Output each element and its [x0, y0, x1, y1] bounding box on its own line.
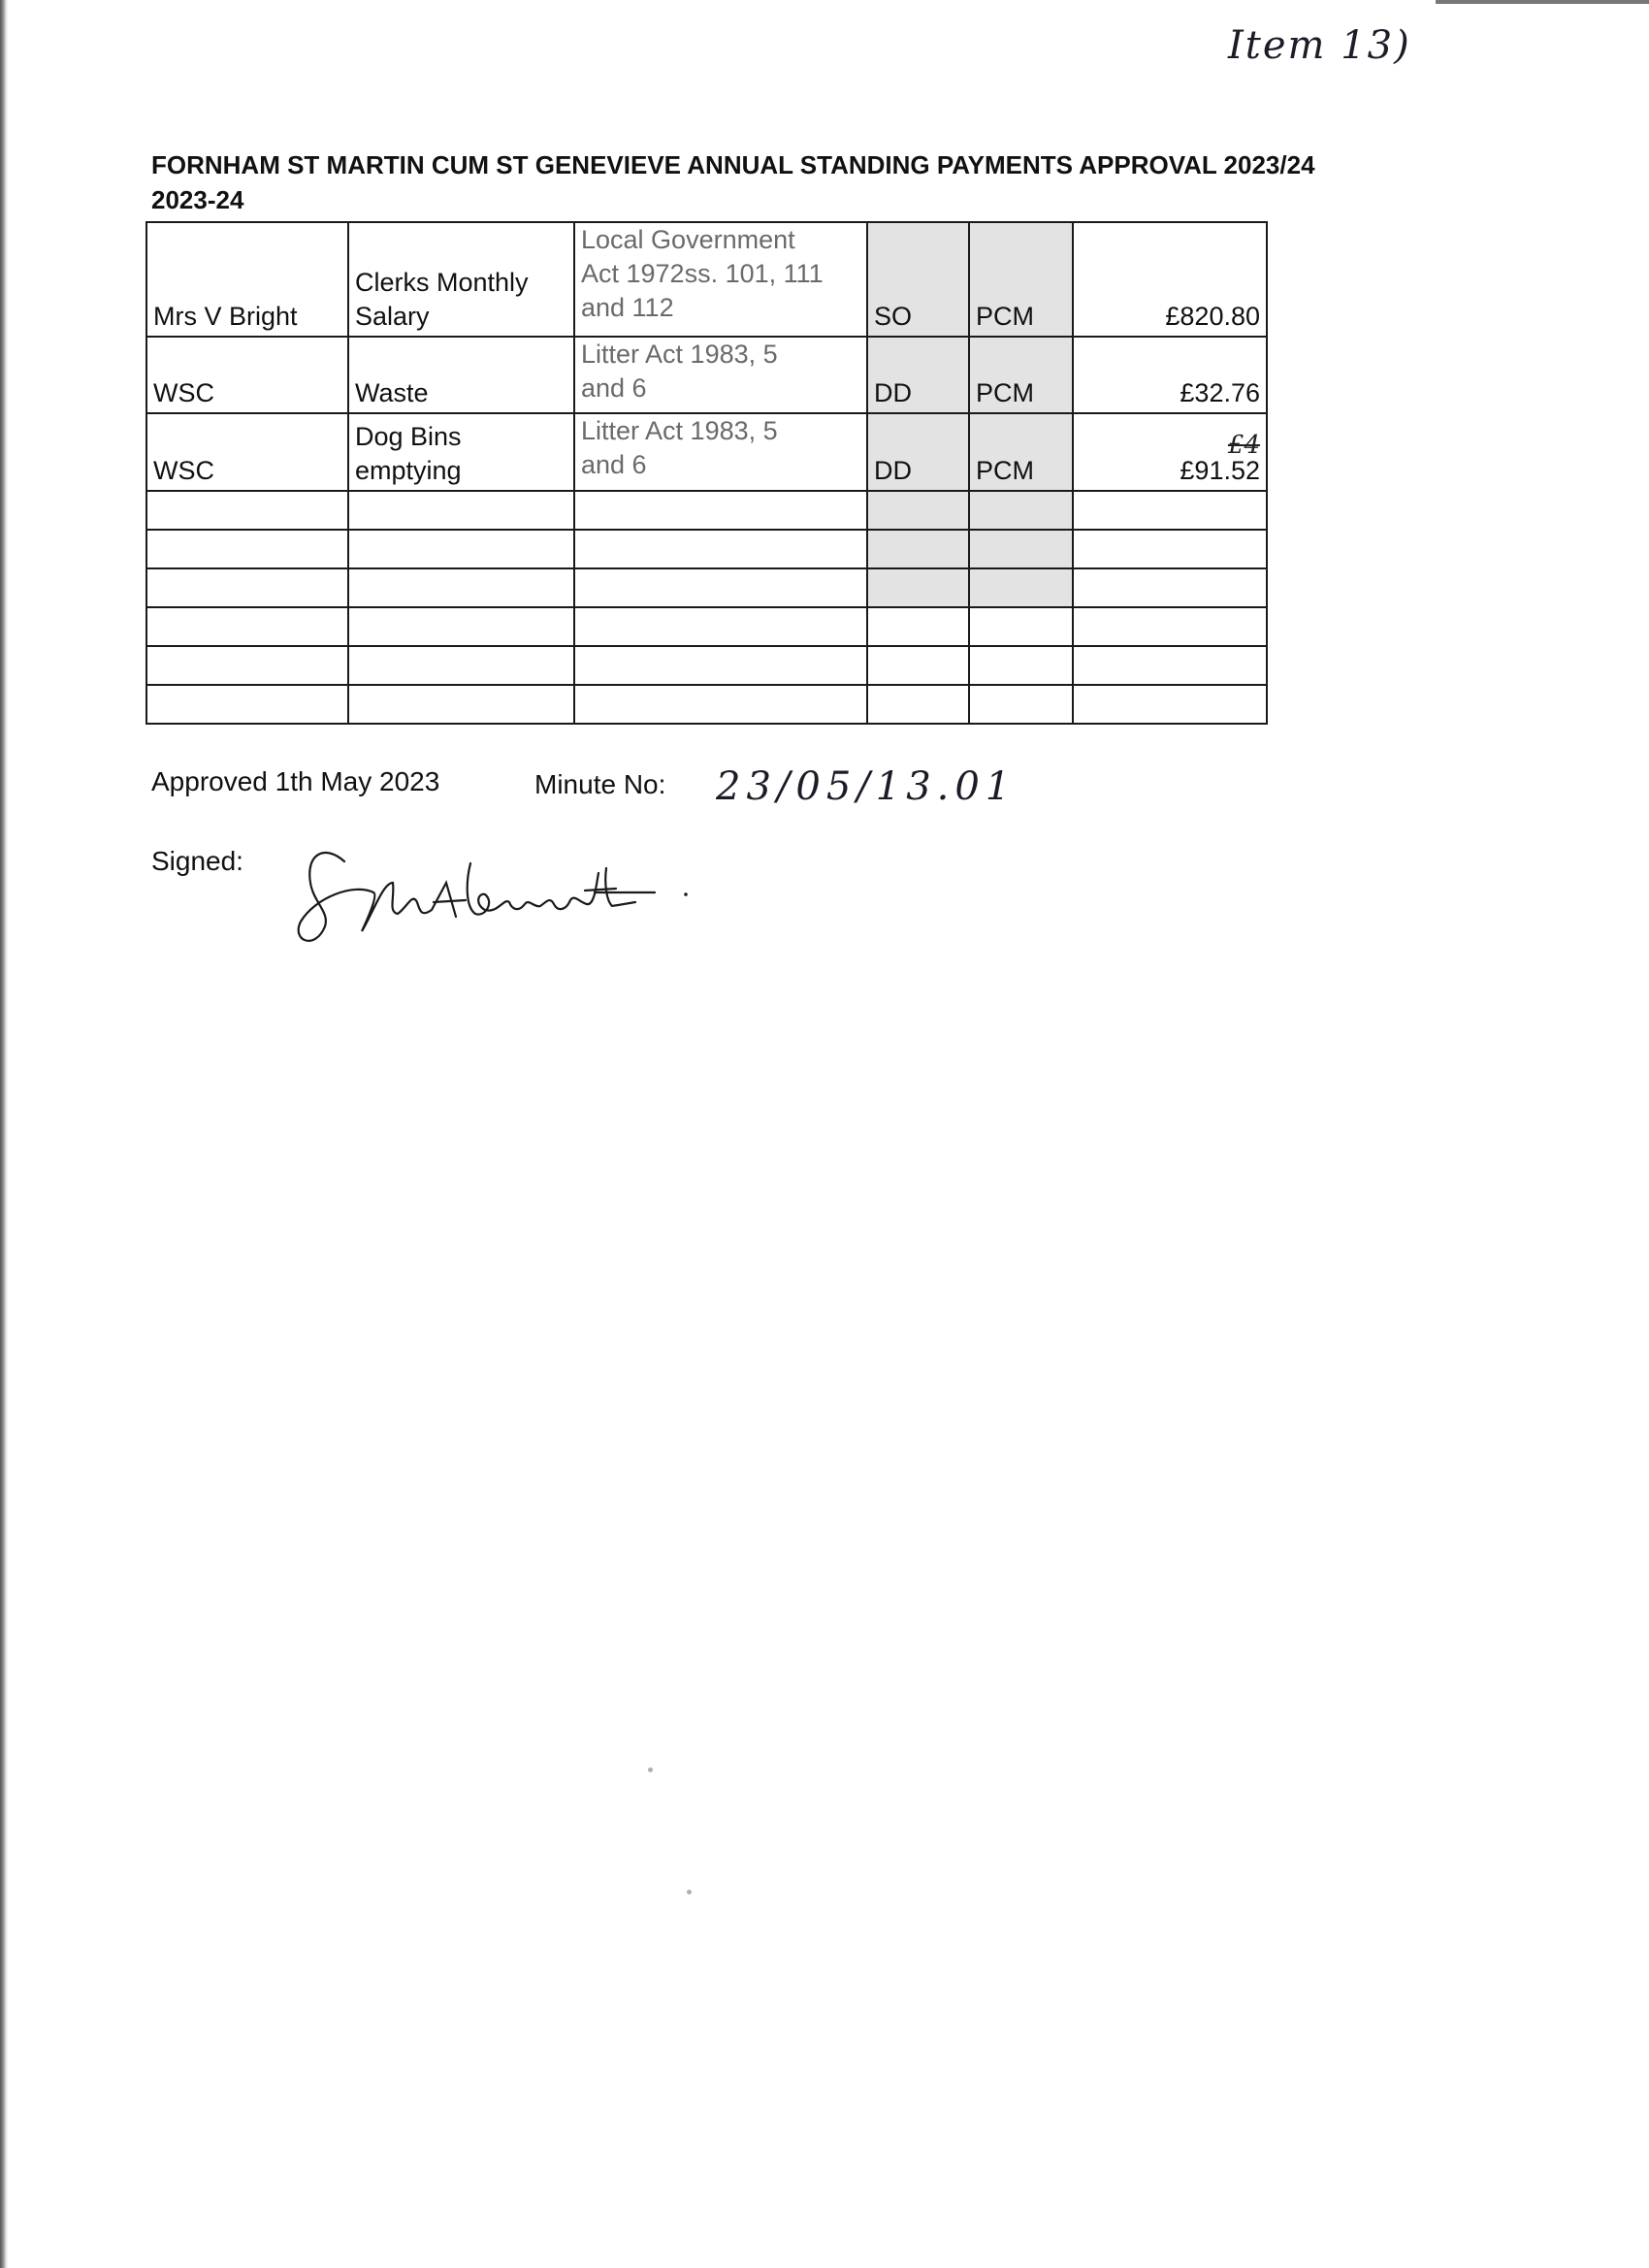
handwritten-item-note [1224, 12, 1457, 80]
empty-cell [574, 685, 867, 724]
empty-cell [574, 530, 867, 568]
payment-method-cell: DD [867, 413, 969, 491]
empty-cell [574, 607, 867, 646]
empty-table-row [146, 568, 1267, 607]
table-row [146, 413, 1267, 491]
empty-cell [867, 646, 969, 685]
payee-cell: WSC [146, 337, 348, 413]
empty-cell [1073, 568, 1267, 607]
empty-cell [969, 685, 1073, 724]
legal-power-cell: Litter Act 1983, 5 and 6 [574, 337, 867, 413]
empty-table-row [146, 491, 1267, 530]
item-note-text: Item 13) [1228, 23, 1411, 68]
scan-edge-left [0, 0, 8, 2268]
handwritten-signature [286, 825, 703, 970]
empty-cell [146, 530, 348, 568]
empty-table-row [146, 685, 1267, 724]
scan-speck [687, 1890, 692, 1895]
empty-cell [348, 646, 574, 685]
scan-speck [648, 1767, 653, 1772]
payee-cell: Mrs V Bright [146, 222, 348, 337]
empty-cell [1073, 491, 1267, 530]
minute-number-label: Minute No: [534, 769, 666, 799]
description-cell: Dog Bins emptying [348, 413, 574, 491]
empty-cell [348, 568, 574, 607]
empty-table-row [146, 607, 1267, 646]
empty-cell [969, 646, 1073, 685]
empty-cell [146, 568, 348, 607]
empty-cell [867, 685, 969, 724]
empty-cell [574, 491, 867, 530]
empty-cell [348, 491, 574, 530]
empty-cell [867, 568, 969, 607]
amount-correction-scribble: £4 [1227, 431, 1260, 460]
empty-cell [969, 607, 1073, 646]
description-cell: Clerks Monthly Salary [348, 222, 574, 337]
empty-cell [867, 607, 969, 646]
scan-edge-top [1436, 0, 1649, 4]
empty-table-row [146, 646, 1267, 685]
empty-cell [867, 530, 969, 568]
frequency-cell: PCM [969, 413, 1073, 491]
empty-cell [969, 568, 1073, 607]
amount-cell: £4 £91.52 [1073, 413, 1267, 491]
frequency-cell: PCM [969, 337, 1073, 413]
title-line-1: FORNHAM ST MARTIN CUM ST GENEVIEVE ANNUAL STANDING PAYMENTS APPROVAL 2023/24 [151, 150, 1315, 179]
empty-table-row [146, 530, 1267, 568]
document-title [151, 147, 1412, 217]
empty-cell [348, 607, 574, 646]
standing-payments-table [146, 221, 1268, 725]
payment-method-cell: DD [867, 337, 969, 413]
empty-cell [146, 646, 348, 685]
empty-cell [1073, 685, 1267, 724]
empty-cell [1073, 646, 1267, 685]
approval-date: Approved 1th May 2023 [151, 766, 440, 796]
empty-cell [146, 607, 348, 646]
empty-cell [348, 685, 574, 724]
payee-cell: WSC [146, 413, 348, 491]
signed-label: Signed: [151, 846, 243, 876]
legal-power-cell: Local Government Act 1972ss. 101, 111 and 112 [574, 222, 867, 337]
empty-cell [969, 491, 1073, 530]
empty-cell [867, 491, 969, 530]
table-row [146, 337, 1267, 413]
title-line-2: 2023-24 [151, 185, 244, 214]
table-row [146, 222, 1267, 337]
amount-cell: £32.76 [1073, 337, 1267, 413]
empty-cell [574, 646, 867, 685]
payment-method-cell: SO [867, 222, 969, 337]
empty-cell [574, 568, 867, 607]
description-cell: Waste [348, 337, 574, 413]
amount-cell: £820.80 [1073, 222, 1267, 337]
empty-cell [1073, 607, 1267, 646]
empty-cell [146, 685, 348, 724]
empty-cell [348, 530, 574, 568]
minute-number-value: 23/05/13.01 [716, 764, 1017, 809]
frequency-cell: PCM [969, 222, 1073, 337]
legal-power-cell: Litter Act 1983, 5 and 6 [574, 413, 867, 491]
empty-cell [1073, 530, 1267, 568]
empty-cell [969, 530, 1073, 568]
empty-cell [146, 491, 348, 530]
